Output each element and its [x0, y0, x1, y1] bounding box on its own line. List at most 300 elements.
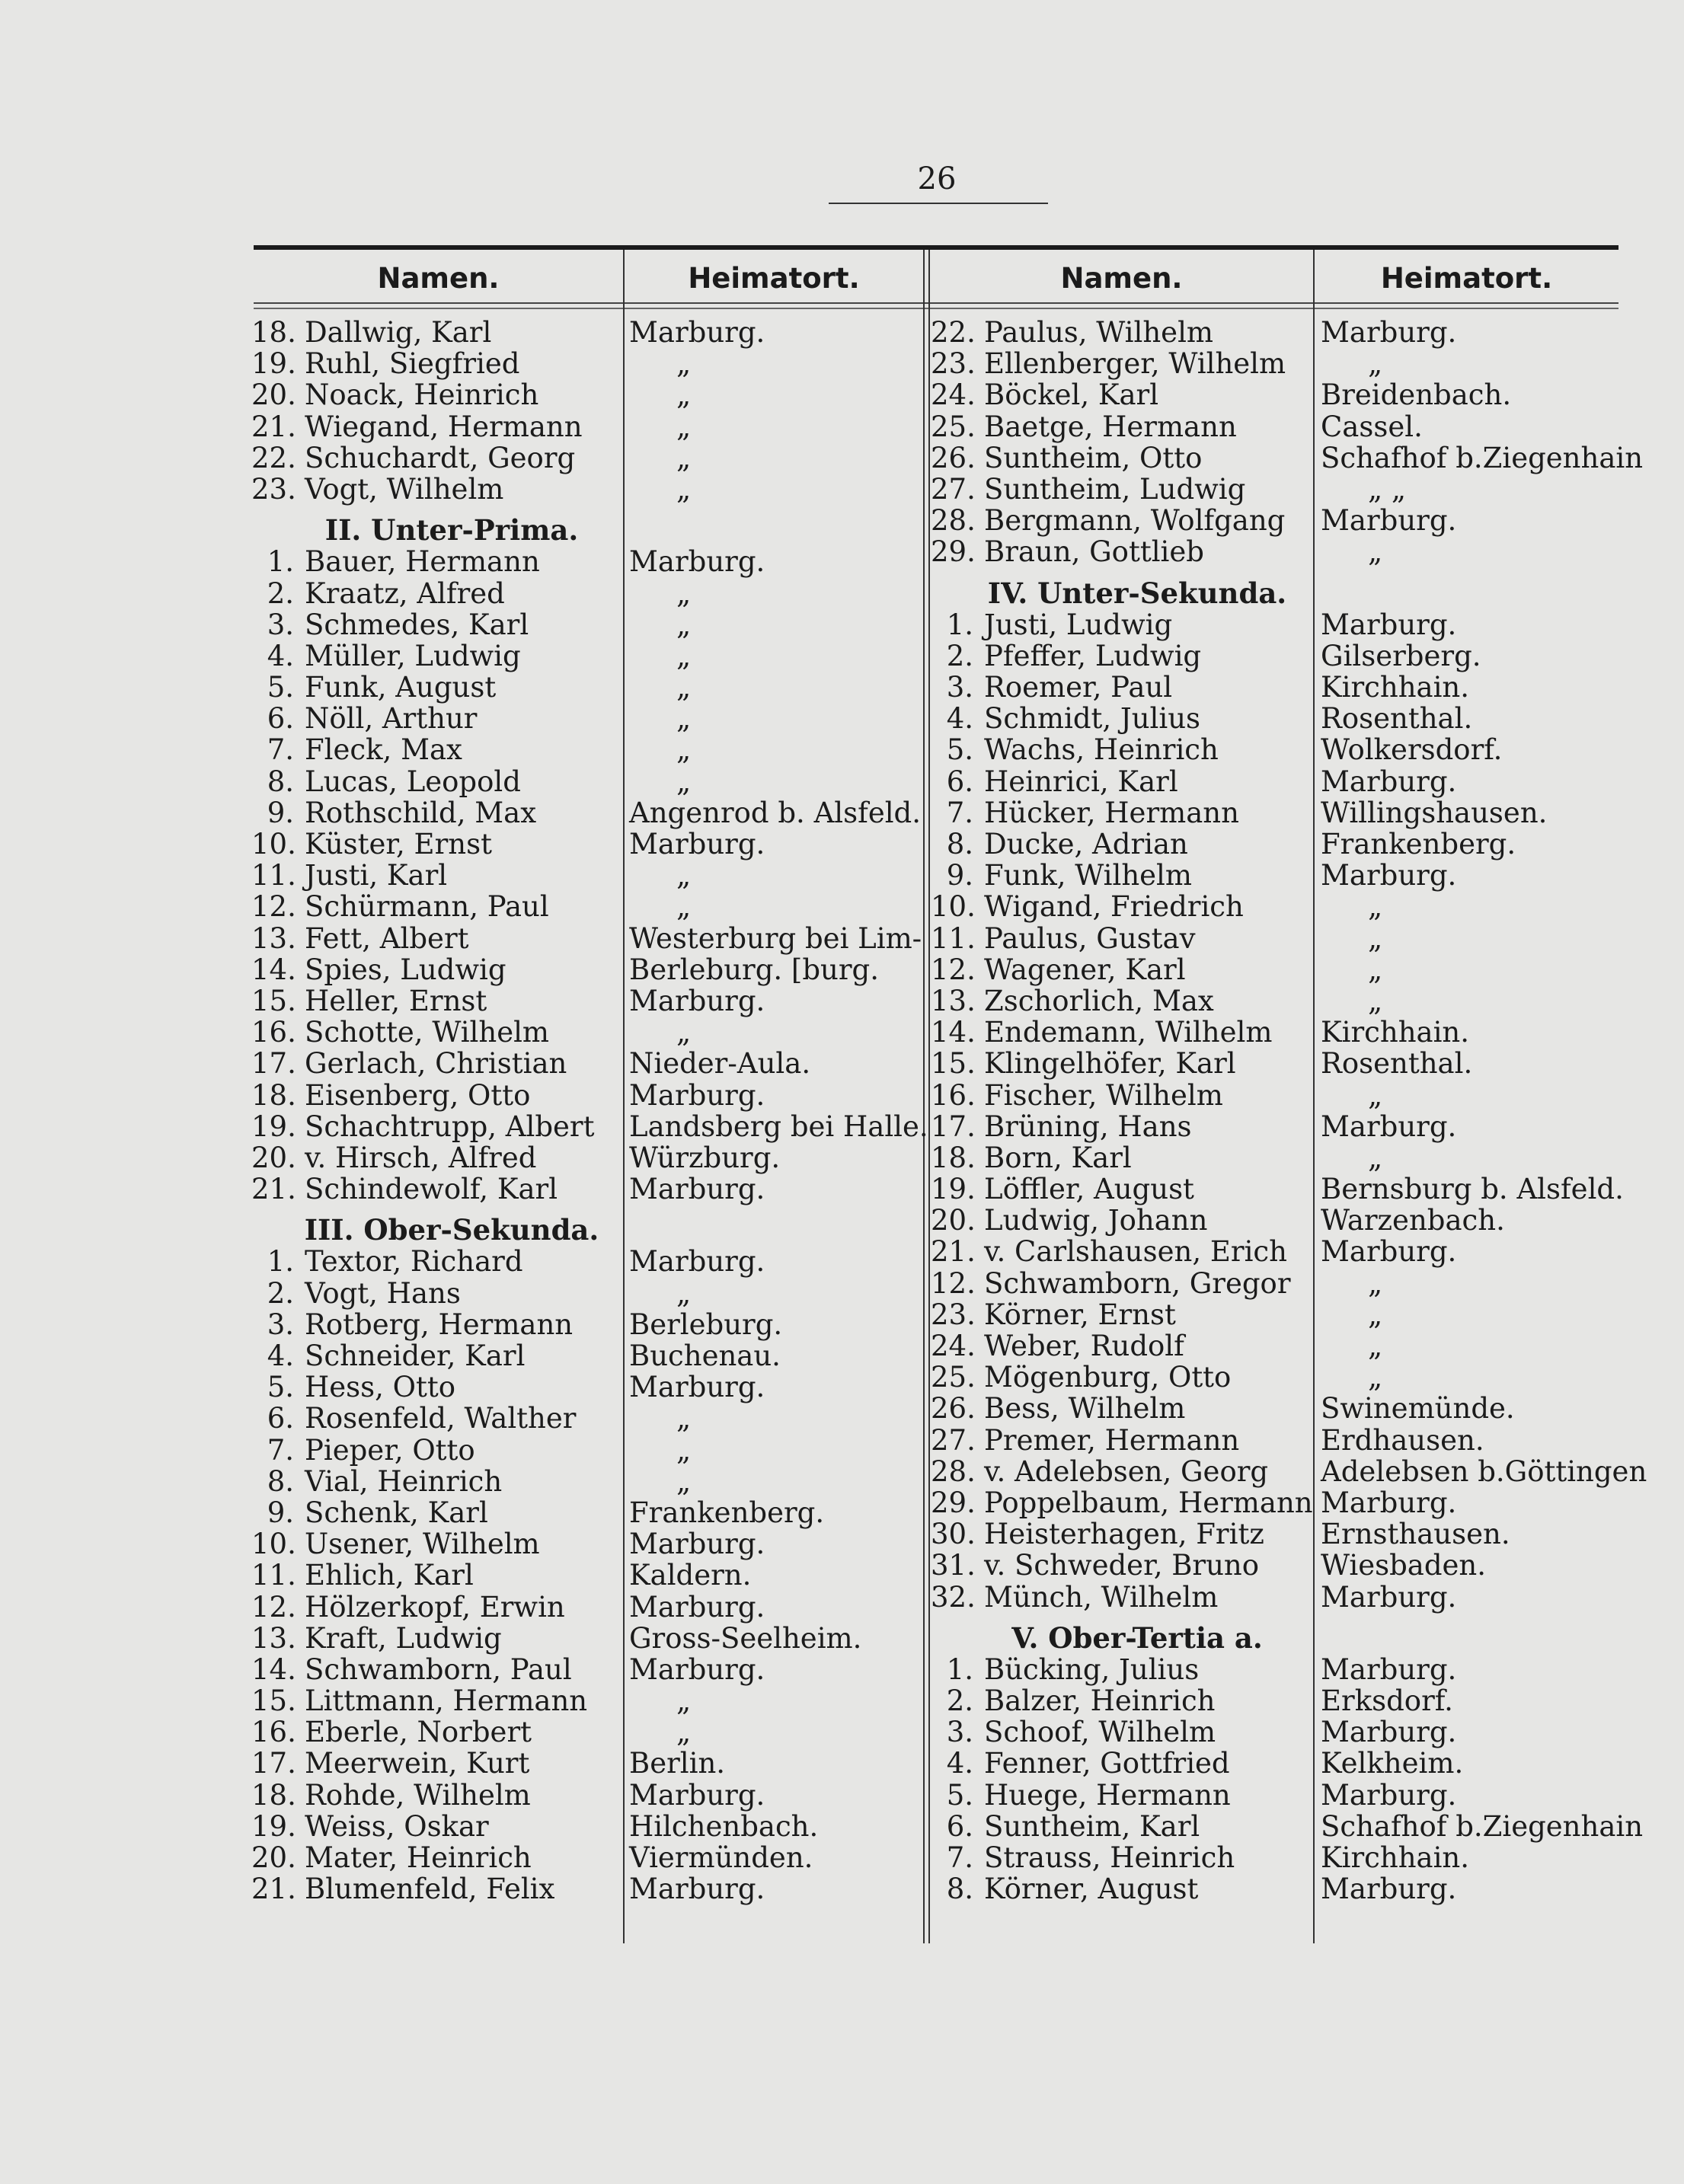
student-name: Justi, Karl — [305, 859, 448, 892]
student-number: 21. — [931, 1235, 976, 1269]
student-name: Zschorlich, Max — [984, 984, 1214, 1017]
student-number: 5. — [267, 1371, 294, 1404]
student-name: Poppelbaum, Hermann — [984, 1486, 1313, 1519]
student-hometown: „ — [676, 1276, 692, 1310]
student-name: Schwamborn, Paul — [305, 1652, 572, 1686]
student-hometown: Marburg. — [1321, 1652, 1457, 1686]
student-row — [251, 1080, 622, 1111]
student-name: Schürmann, Paul — [305, 890, 549, 924]
student-hometown: Willingshausen. — [1321, 796, 1548, 829]
student-row — [931, 1393, 1313, 1424]
student-row — [931, 766, 1313, 797]
student-number: 2. — [267, 576, 294, 610]
student-row — [931, 1017, 1313, 1048]
student-row — [931, 609, 1313, 640]
student-number: 18. — [251, 316, 296, 349]
student-row — [931, 1842, 1313, 1873]
student-hometown: „ — [676, 1402, 692, 1435]
student-row — [251, 1780, 622, 1811]
section-spacer — [1321, 1623, 1625, 1654]
student-number: 7. — [267, 1433, 294, 1467]
student-name: Rothschild, Max — [305, 796, 537, 829]
student-row — [931, 1873, 1313, 1905]
student-number: 25. — [931, 410, 976, 443]
student-hometown: Marburg. — [629, 1173, 765, 1206]
student-row — [251, 1466, 622, 1497]
student-number: 24. — [931, 1330, 976, 1362]
student-number: 19. — [251, 1809, 296, 1843]
student-row — [251, 640, 622, 672]
student-name: Bess, Wilhelm — [984, 1392, 1186, 1426]
student-name: Balzer, Heinrich — [984, 1684, 1216, 1718]
student-name: Hölzerkopf, Erwin — [305, 1590, 565, 1624]
student-number: 5. — [946, 733, 973, 767]
student-number: 4. — [267, 639, 294, 672]
student-number: 14. — [251, 953, 296, 986]
student-name: Münch, Wilhelm — [984, 1580, 1219, 1614]
student-name: Mater, Heinrich — [305, 1841, 532, 1874]
student-row — [931, 1236, 1313, 1267]
student-name: Rohde, Wilhelm — [305, 1778, 531, 1812]
student-row — [251, 672, 622, 703]
student-name: Funk, August — [305, 671, 497, 704]
student-name: Schmidt, Julius — [984, 702, 1201, 736]
student-hometown: Viermünden. — [629, 1841, 813, 1874]
student-row — [931, 1550, 1313, 1581]
student-row — [931, 1362, 1313, 1393]
student-hometown: „ — [676, 1684, 692, 1718]
student-name: Blumenfeld, Felix — [305, 1873, 555, 1906]
student-hometown: Gross-Seelheim. — [629, 1621, 862, 1655]
student-row — [251, 1435, 622, 1466]
student-hometown: Marburg. — [629, 984, 765, 1017]
student-name: v. Adelebsen, Georg — [984, 1454, 1269, 1488]
student-hometown: Berleburg. [burg. — [629, 953, 879, 986]
student-hometown: Schafhof b.Ziegenhain — [1321, 441, 1644, 474]
student-number: 28. — [931, 1454, 976, 1488]
student-hometown: Marburg. — [629, 1528, 765, 1561]
student-number: 24. — [931, 378, 976, 412]
student-hometown: Marburg. — [629, 1652, 765, 1686]
student-row — [931, 1299, 1313, 1330]
student-hometown: Marburg. — [629, 316, 765, 349]
student-hometown: „ — [1368, 535, 1383, 569]
student-hometown: „ — [676, 347, 692, 381]
student-number: 5. — [267, 671, 294, 704]
student-hometown: „ — [676, 671, 692, 704]
student-number: 2. — [946, 639, 973, 672]
student-number: 19. — [251, 347, 296, 381]
student-number: 2. — [267, 1276, 294, 1310]
student-row — [251, 1048, 622, 1079]
student-name: Kraatz, Alfred — [305, 576, 505, 610]
student-number: 12. — [931, 1266, 976, 1300]
student-name: Schindewolf, Karl — [305, 1173, 558, 1206]
student-row — [931, 411, 1313, 442]
student-number: 23. — [931, 1298, 976, 1331]
student-hometown: Wolkersdorf. — [1321, 733, 1503, 767]
header-hometown-right: Heimatort. — [1380, 262, 1553, 295]
section-spacer — [1321, 578, 1625, 609]
student-row — [931, 1654, 1313, 1685]
student-name: Nöll, Arthur — [305, 702, 478, 736]
student-hometown: „ — [676, 378, 692, 412]
student-hometown: „ — [676, 733, 692, 767]
student-name: Gerlach, Christian — [305, 1047, 567, 1081]
student-name: Braun, Gottlieb — [984, 535, 1204, 569]
student-row — [251, 348, 622, 379]
student-name: Eisenberg, Otto — [305, 1078, 531, 1112]
header-bottom-rule — [254, 302, 1618, 304]
student-row — [931, 1205, 1313, 1236]
student-name: Huege, Hermann — [984, 1778, 1231, 1812]
student-name: Fenner, Gottfried — [984, 1747, 1230, 1780]
student-row — [931, 1048, 1313, 1079]
student-row — [251, 1246, 622, 1277]
header-names-right: Namen. — [1060, 262, 1183, 295]
student-hometown: „ — [676, 765, 692, 798]
student-number: 20. — [251, 1841, 296, 1874]
student-row — [931, 640, 1313, 672]
student-number: 27. — [931, 472, 976, 506]
student-number: 14. — [931, 1016, 976, 1049]
student-name: Heinrici, Karl — [984, 765, 1178, 798]
column-divider — [623, 250, 625, 1943]
section-spacer — [629, 515, 926, 546]
student-name: Hess, Otto — [305, 1371, 456, 1404]
student-name: Heller, Ernst — [305, 984, 487, 1017]
section-heading: III. Ober-Sekunda. — [304, 1213, 599, 1247]
student-hometown: Kirchhain. — [1321, 671, 1470, 704]
student-number: 7. — [267, 733, 294, 767]
student-number: 15. — [251, 1684, 296, 1718]
student-row — [251, 442, 622, 474]
student-row — [251, 1685, 622, 1716]
student-hometown: Kaldern. — [629, 1559, 752, 1592]
section-heading: V. Ober-Tertia a. — [1011, 1620, 1263, 1655]
student-row — [251, 578, 622, 609]
student-row — [931, 348, 1313, 379]
student-hometown: Schafhof b.Ziegenhain — [1321, 1809, 1644, 1843]
student-name: Wagener, Karl — [984, 953, 1186, 986]
student-hometown: „ — [1368, 921, 1383, 955]
student-row — [251, 1716, 622, 1748]
student-hometown: „ — [676, 1016, 692, 1049]
student-name: v. Schweder, Bruno — [984, 1549, 1260, 1582]
student-hometown: Marburg. — [1321, 1110, 1457, 1143]
student-number: 11. — [931, 921, 976, 955]
student-name: Suntheim, Karl — [984, 1809, 1200, 1843]
student-hometown: Erksdorf. — [1321, 1684, 1453, 1718]
student-name: Müller, Ludwig — [305, 639, 521, 672]
student-number: 3. — [946, 671, 973, 704]
student-number: 31. — [931, 1549, 976, 1582]
student-number: 10. — [931, 890, 976, 924]
student-name: v. Hirsch, Alfred — [305, 1141, 537, 1174]
student-row — [251, 1592, 622, 1623]
table-top-rule — [254, 245, 1618, 250]
student-number: 1. — [267, 1245, 294, 1279]
student-row — [931, 672, 1313, 703]
student-name: Schmedes, Karl — [305, 608, 529, 641]
page-number-rule — [829, 203, 1048, 204]
header-hometown-left: Heimatort. — [688, 262, 860, 295]
student-name: Ellenberger, Wilhelm — [984, 347, 1286, 381]
student-row — [251, 1497, 622, 1528]
section-heading: IV. Unter-Sekunda. — [987, 576, 1287, 610]
student-row — [931, 536, 1313, 567]
student-number: 12. — [931, 953, 976, 986]
student-name: Brüning, Hans — [984, 1110, 1192, 1143]
student-number: 23. — [931, 347, 976, 381]
student-row — [931, 860, 1313, 891]
student-hometown: Marburg. — [1321, 859, 1457, 892]
student-number: 9. — [267, 1496, 294, 1529]
student-hometown: „ — [676, 639, 692, 672]
student-number: 21. — [251, 1873, 296, 1906]
student-hometown: Marburg. — [1321, 1778, 1457, 1812]
student-number: 10. — [251, 828, 296, 861]
student-name: Endemann, Wilhelm — [984, 1016, 1273, 1049]
student-row — [251, 923, 622, 954]
student-row — [931, 505, 1313, 536]
student-name: Noack, Heinrich — [305, 378, 539, 412]
student-name: Vogt, Hans — [305, 1276, 461, 1310]
student-name: Mögenburg, Otto — [984, 1361, 1232, 1394]
student-name: Textor, Richard — [305, 1245, 523, 1279]
student-hometown: Marburg. — [1321, 1873, 1457, 1906]
student-number: 21. — [251, 410, 296, 443]
student-row — [251, 609, 622, 640]
student-row — [251, 1111, 622, 1142]
student-name: Baetge, Hermann — [984, 410, 1237, 443]
left-hometown-column — [629, 317, 926, 1905]
student-name: Körner, Ernst — [984, 1298, 1176, 1331]
student-row — [931, 1080, 1313, 1111]
student-row — [251, 474, 622, 505]
student-row — [931, 1487, 1313, 1518]
right-names-column — [931, 317, 1313, 1905]
student-row — [251, 766, 622, 797]
student-number: 23. — [251, 472, 296, 506]
student-hometown: „ — [1368, 890, 1383, 924]
student-hometown: „ — [676, 441, 692, 474]
student-hometown: Rosenthal. — [1321, 702, 1473, 736]
student-name: Schneider, Karl — [305, 1339, 526, 1372]
student-hometown: Rosenthal. — [1321, 1047, 1473, 1081]
student-hometown: Angenrod b. Alsfeld. — [629, 796, 921, 829]
student-number: 10. — [251, 1528, 296, 1561]
student-row — [931, 1111, 1313, 1142]
student-hometown: Breidenbach. — [1321, 378, 1512, 412]
student-hometown: Nieder-Aula. — [629, 1047, 811, 1081]
student-row — [931, 703, 1313, 734]
student-number: 1. — [946, 1652, 973, 1686]
student-row — [251, 1309, 622, 1340]
student-number: 8. — [946, 828, 973, 861]
student-number: 6. — [946, 1809, 973, 1843]
student-hometown: Kelkheim. — [1321, 1747, 1464, 1780]
student-hometown: „ — [676, 472, 692, 506]
student-name: Pieper, Otto — [305, 1433, 475, 1467]
student-name: Suntheim, Otto — [984, 441, 1203, 474]
student-name: Wachs, Heinrich — [984, 733, 1219, 767]
student-hometown: Cassel. — [1321, 410, 1423, 443]
student-name: Wiegand, Hermann — [305, 410, 583, 443]
student-name: Littmann, Hermann — [305, 1684, 588, 1718]
student-hometown: „ — [676, 410, 692, 443]
student-name: Ducke, Adrian — [984, 828, 1188, 861]
student-number: 18. — [251, 1078, 296, 1112]
page-number: 26 — [917, 161, 957, 196]
student-number: 2. — [946, 1684, 973, 1718]
student-number: 11. — [251, 859, 296, 892]
student-hometown: Berlin. — [629, 1747, 726, 1780]
student-name: Schotte, Wilhelm — [305, 1016, 550, 1049]
student-hometown: Marburg. — [629, 1778, 765, 1812]
student-name: Kraft, Ludwig — [305, 1621, 502, 1655]
student-row — [251, 1560, 622, 1591]
student-number: 26. — [931, 441, 976, 474]
student-hometown: „ — [1368, 1078, 1383, 1112]
student-number: 12. — [251, 890, 296, 924]
student-hometown: „ — [1368, 1298, 1383, 1331]
student-name: Körner, August — [984, 1873, 1199, 1906]
student-hometown: „ — [676, 1433, 692, 1467]
student-number: 8. — [946, 1873, 973, 1906]
student-hometown: Adelebsen b.Göttingen — [1321, 1454, 1647, 1488]
student-name: Pfeffer, Ludwig — [984, 639, 1202, 672]
student-hometown: Warzenbach. — [1321, 1204, 1505, 1237]
student-number: 29. — [931, 535, 976, 569]
student-number: 1. — [267, 545, 294, 579]
student-row — [251, 546, 622, 577]
student-hometown: „ — [1368, 347, 1383, 381]
header-bottom-rule-2 — [254, 308, 1618, 309]
student-name: Vial, Heinrich — [305, 1464, 503, 1498]
student-name: Löffler, August — [984, 1173, 1194, 1206]
student-name: Rotberg, Hermann — [305, 1308, 574, 1341]
student-name: Suntheim, Ludwig — [984, 472, 1246, 506]
student-number: 3. — [267, 1308, 294, 1341]
student-number: 19. — [931, 1173, 976, 1206]
student-number: 16. — [931, 1078, 976, 1112]
student-name: Schenk, Karl — [305, 1496, 488, 1529]
student-number: 8. — [267, 1464, 294, 1498]
student-row — [251, 1340, 622, 1371]
student-row — [931, 474, 1313, 505]
student-number: 6. — [267, 702, 294, 736]
student-name: Meerwein, Kurt — [305, 1747, 530, 1780]
student-name: Rosenfeld, Walther — [305, 1402, 577, 1435]
student-row — [251, 379, 622, 410]
student-number: 12. — [251, 1590, 296, 1624]
center-double-divider-right — [928, 250, 930, 1943]
student-hometown: Marburg. — [629, 1245, 765, 1279]
student-name: Klingelhöfer, Karl — [984, 1047, 1236, 1081]
student-number: 22. — [251, 441, 296, 474]
student-hometown: Marburg. — [629, 545, 765, 579]
student-row — [251, 1528, 622, 1560]
student-number: 30. — [931, 1518, 976, 1551]
student-hometown: Landsberg bei Halle. — [629, 1110, 928, 1143]
student-row — [251, 891, 622, 922]
student-hometown: Marburg. — [629, 1371, 765, 1404]
student-name: Bergmann, Wolfgang — [984, 504, 1286, 538]
student-row — [931, 1748, 1313, 1779]
student-row — [931, 923, 1313, 954]
student-number: 15. — [931, 1047, 976, 1081]
column-divider — [1313, 250, 1315, 1943]
student-row — [251, 1403, 622, 1434]
student-number: 14. — [251, 1652, 296, 1686]
student-hometown: Frankenberg. — [629, 1496, 825, 1529]
student-name: Lucas, Leopold — [305, 765, 521, 798]
student-name: Vogt, Wilhelm — [305, 472, 504, 506]
student-number: 6. — [267, 1402, 294, 1435]
student-hometown: Marburg. — [1321, 1235, 1457, 1269]
student-name: Paulus, Gustav — [984, 921, 1196, 955]
student-hometown: „ — [676, 1464, 692, 1498]
student-number: 4. — [946, 1747, 973, 1780]
student-row — [251, 1173, 622, 1205]
student-name: Fett, Albert — [305, 921, 469, 955]
student-row — [931, 891, 1313, 922]
student-name: Spies, Ludwig — [305, 953, 506, 986]
student-name: Bauer, Hermann — [305, 545, 540, 579]
student-number: 4. — [946, 702, 973, 736]
student-row — [251, 411, 622, 442]
student-number: 18. — [251, 1778, 296, 1812]
student-row — [931, 1716, 1313, 1748]
student-name: Böckel, Karl — [984, 378, 1159, 412]
student-name: Schoof, Wilhelm — [984, 1716, 1216, 1749]
student-hometown: Erdhausen. — [1321, 1423, 1484, 1457]
student-name: Dallwig, Karl — [305, 316, 492, 349]
student-row — [251, 1748, 622, 1779]
student-name: Wigand, Friedrich — [984, 890, 1244, 924]
student-hometown: Würzburg. — [629, 1141, 781, 1174]
student-row — [251, 860, 622, 891]
student-number: 13. — [251, 1621, 296, 1655]
student-row — [251, 1654, 622, 1685]
student-row — [251, 1873, 622, 1905]
student-number: 28. — [931, 504, 976, 538]
student-name: Heisterhagen, Fritz — [984, 1518, 1264, 1551]
student-name: v. Carlshausen, Erich — [984, 1235, 1287, 1269]
student-row — [931, 829, 1313, 860]
student-row — [931, 1780, 1313, 1811]
student-hometown: Marburg. — [629, 1873, 765, 1906]
student-row — [931, 1268, 1313, 1299]
student-row — [251, 1371, 622, 1403]
student-row — [931, 442, 1313, 474]
student-row — [931, 734, 1313, 765]
student-hometown: Marburg. — [1321, 1716, 1457, 1749]
section-heading: II. Unter-Prima. — [324, 513, 579, 548]
student-hometown: Wiesbaden. — [1321, 1549, 1487, 1582]
student-hometown: „ — [676, 1716, 692, 1749]
student-row — [251, 1623, 622, 1654]
student-row — [931, 379, 1313, 410]
student-name: Strauss, Heinrich — [984, 1841, 1235, 1874]
student-row — [251, 734, 622, 765]
student-number: 26. — [931, 1392, 976, 1426]
student-row — [251, 1278, 622, 1309]
student-row — [931, 1811, 1313, 1842]
student-number: 22. — [931, 316, 976, 349]
student-row — [931, 1685, 1313, 1716]
